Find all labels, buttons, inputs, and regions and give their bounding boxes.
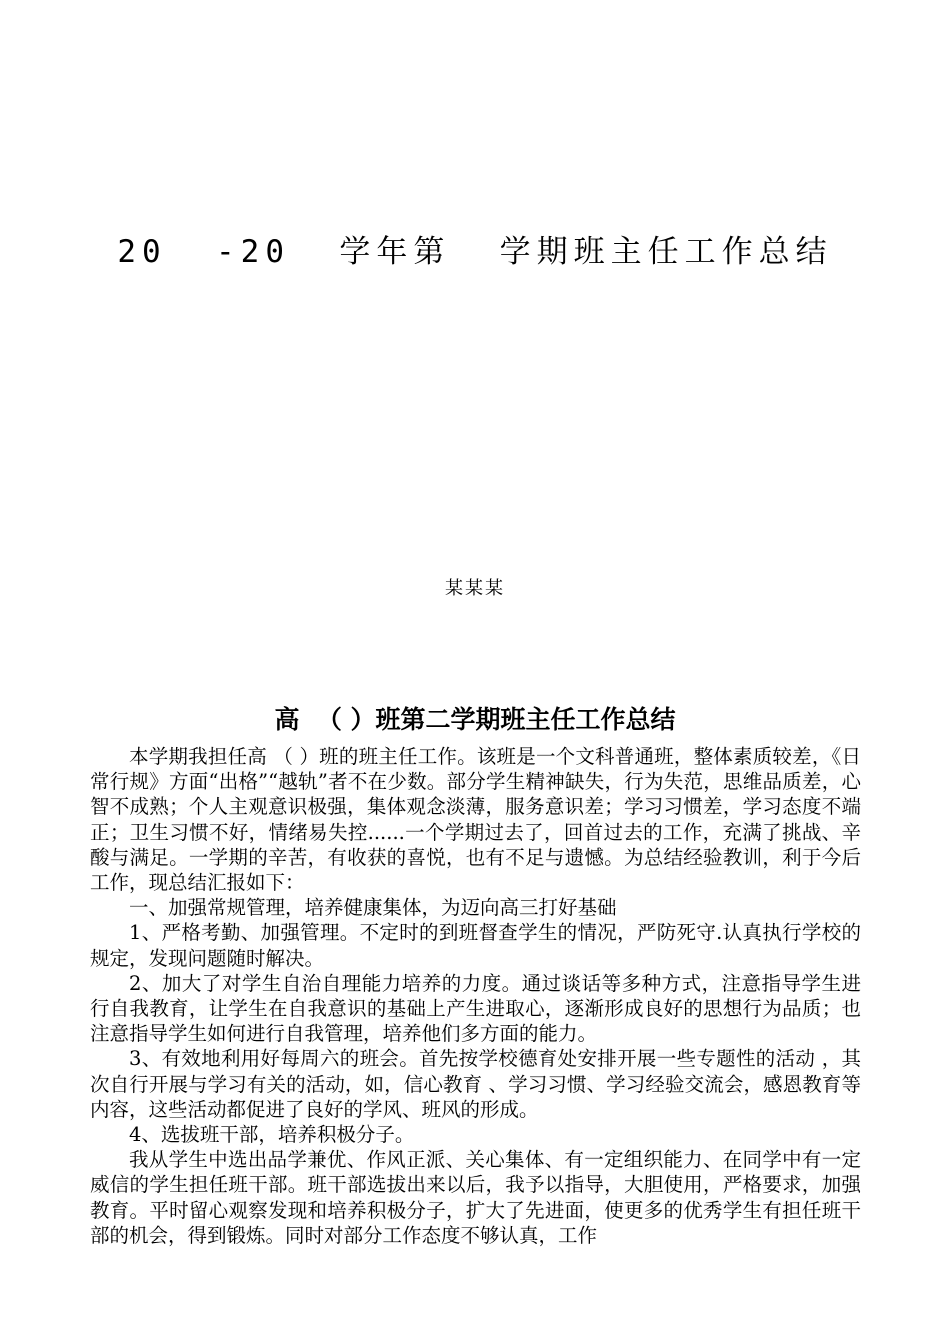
document-title: 高 （ ）班第二学期班主任工作总结 — [274, 705, 676, 734]
paragraph: 一、加强常规管理，培养健康集体，为迈向高三打好基础 — [129, 896, 617, 920]
paragraph: 4、选拔班干部，培养积极分子。 — [129, 1123, 415, 1147]
paragraph: 2、加大了对学生自治自理能力培养的力度。通过谈话等多种方式，注意指导学生进行自我教育，让学生在自我意识的基础上产生进取心，逐渐形成良好的思想行为品质；也注意指导学生如何进行自我管理，培养他们多方面的能力。 — [90, 971, 861, 1046]
author-name: 某某某 — [445, 578, 505, 599]
paragraph: 1、严格考勤、加强管理。不定时的到班督查学生的情况，严防死守.认真执行学校的规定，发现问题随时解决。 — [90, 921, 861, 970]
cover-title: 20 -20 学年第 学期班主任工作总结 — [117, 234, 833, 270]
paragraph: 3、有效地利用好每周六的班会。首先按学校德育处安排开展一些专题性的活动 ，其次自行开展与学习有关的活动，如，信心教育 、学习习惯、学习经验交流会，感恩教育等内容，这些活动都促进了良好的学风、班风的形成。 — [90, 1047, 861, 1121]
paragraph: 我从学生中选出品学兼优、作风正派、关心集体、有一定组织能力、在同学中有一定威信的学生担任班干部。班干部选拔出来以后，我予以指导，大胆使用，严格要求，加强教育。平时留心观察发现和培养积极分子，扩大了先进面，使更多的优秀学生有担任班干部的机会，得到锻炼。同时对部分工作态度不够认真，工作 — [90, 1148, 861, 1247]
paragraph: 本学期我担任高 （ ）班的班主任工作。该班是一个文科普通班，整体素质较差，《日常行规》方面“出格”“越轨”者不在少数。部分学生精神缺失，行为失范，思维品质差，心智不成熟；个人主观意识极强，集体观念淡薄，服务意识差；学习习惯差，学习态度不端正；卫生习惯不好，情绪易失控......一个学期过去了，回首过去的工作，充满了挑战、辛酸与满足。一学期的辛苦，有收获的喜悦，也有不足与遗憾。为总结经验教训，利于今后工作，现总结汇报如下： — [90, 745, 861, 895]
document-body — [90, 744, 861, 1248]
